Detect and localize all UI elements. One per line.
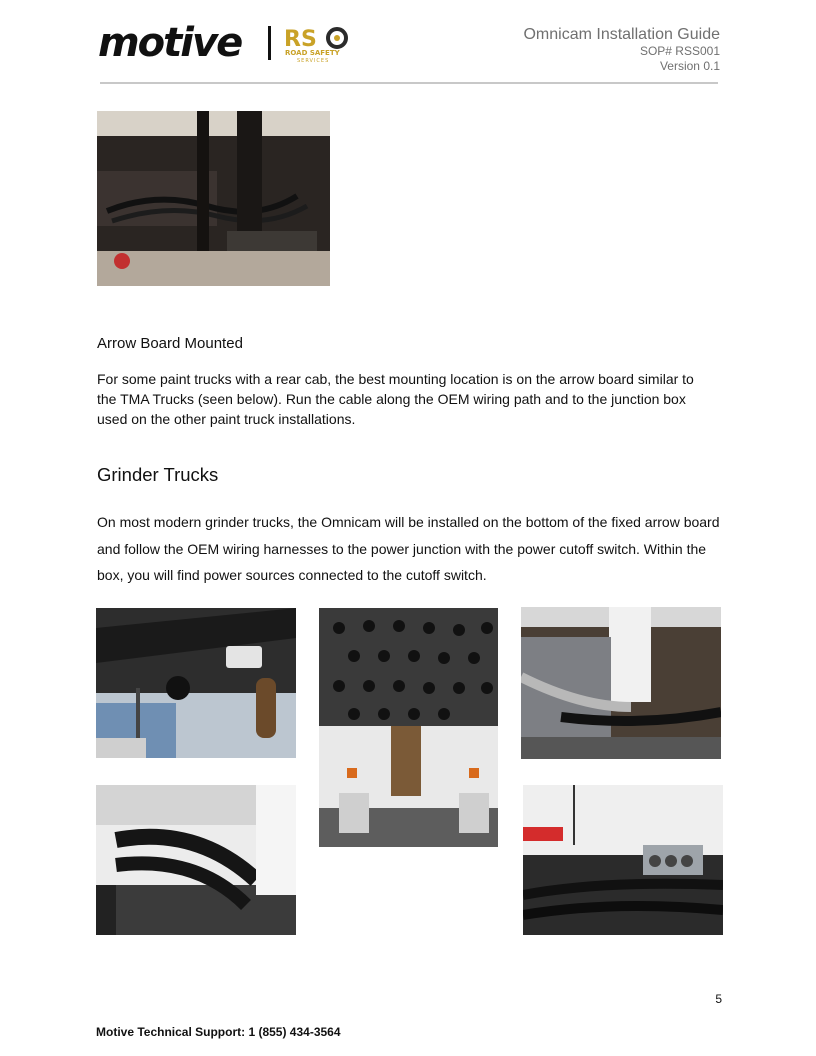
- svg-text:ROAD SAFETY: ROAD SAFETY: [285, 49, 340, 57]
- document-title: Omnicam Installation Guide: [523, 26, 720, 43]
- page-number: 5: [715, 992, 722, 1006]
- section-body-grinder-trucks: On most modern grinder trucks, the Omnicam will be installed on the bottom of the fixed arrow board and follow the OEM wiring harnesses to the power junction with the power cutoff switch. Within the box, you will find power sources connected to the cutoff switch.: [97, 514, 720, 583]
- section-heading-grinder-trucks: Grinder Trucks: [97, 464, 219, 485]
- section-body-arrow-board: For some paint trucks with a rear cab, the best mounting location is on the arrow board similar to the TMA Trucks (seen below). Run the cable along the OEM wiring path and to the junction box used on the other paint truck installations.: [97, 371, 694, 427]
- photo-wiring-underside: [97, 111, 330, 286]
- photo-harness-sleeving: [96, 785, 296, 935]
- document-header: [523, 26, 720, 74]
- sop-number: SOP# RSS001: [639, 44, 720, 58]
- photo-camera-mounted-arrow-board: [96, 608, 296, 758]
- photo-power-junction-cutoff: [523, 785, 723, 935]
- motive-logo-text: motive: [98, 20, 242, 66]
- svg-text:RS: RS: [284, 27, 317, 52]
- header-rule: [100, 82, 718, 84]
- section-heading-arrow-board: Arrow Board Mounted: [97, 335, 243, 352]
- logo-divider: [268, 26, 271, 60]
- photo-grinder-truck-arrow-board: [319, 608, 498, 847]
- support-footer: Motive Technical Support: 1 (855) 434-3564: [96, 1025, 341, 1039]
- document-version: Version 0.1: [659, 59, 720, 73]
- rss-logo: [283, 24, 353, 64]
- motive-logo: [98, 22, 241, 64]
- photo-wiring-harness-chassis: [521, 607, 721, 759]
- svg-text:SERVICES: SERVICES: [297, 58, 330, 64]
